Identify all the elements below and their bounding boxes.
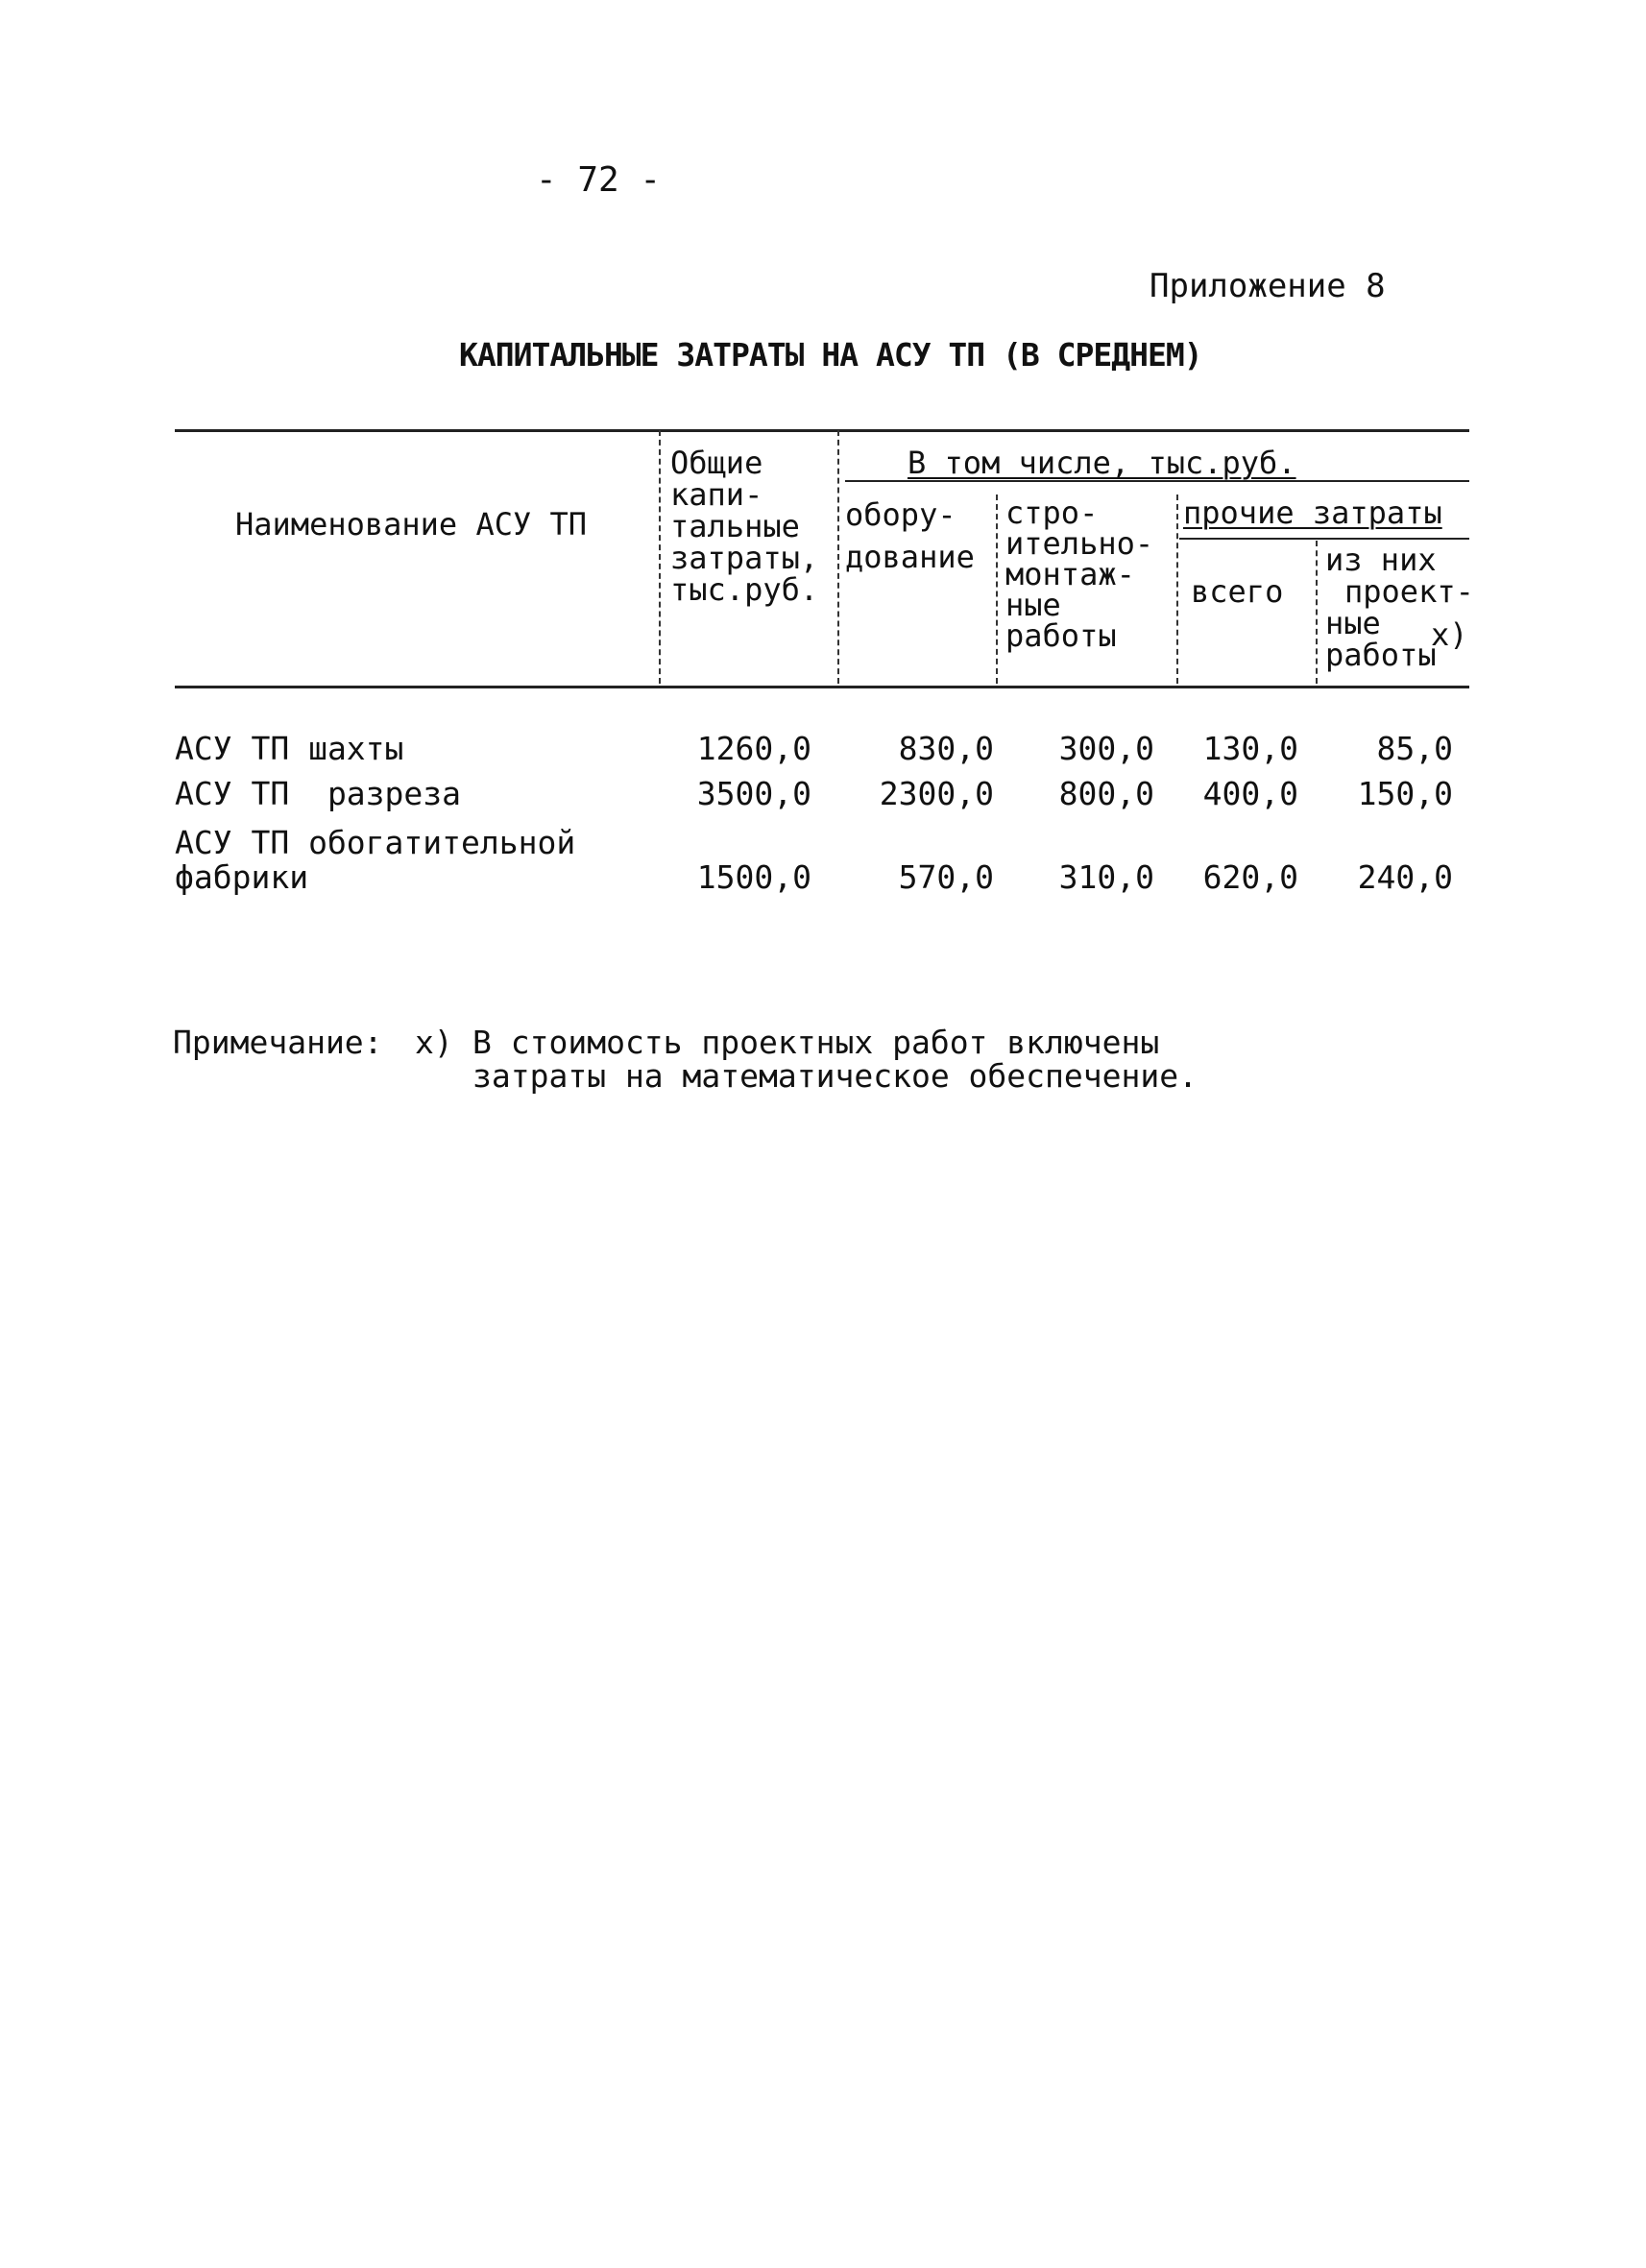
header-design-2: проект- <box>1344 573 1474 610</box>
column-separator <box>659 430 661 684</box>
row-name: АСУ ТП разреза <box>175 775 462 812</box>
row-design: 85,0 <box>1376 730 1453 767</box>
note-line-1: В стоимость проектных работ включены <box>472 1024 1160 1061</box>
table-top-rule <box>175 429 1469 432</box>
header-total-5: тыс.руб. <box>670 571 819 608</box>
row-design: 240,0 <box>1357 858 1453 896</box>
header-total-3: тальные <box>670 508 800 544</box>
header-bottom-rule <box>175 686 1469 688</box>
header-total-4: затраты, <box>670 540 819 576</box>
column-separator <box>1316 541 1318 684</box>
note-mark: x) <box>415 1024 453 1061</box>
row-equipment: 2300,0 <box>879 775 994 812</box>
page-number: - 72 - <box>536 160 662 200</box>
row-total: 1260,0 <box>696 730 811 767</box>
row-total: 1500,0 <box>696 858 811 896</box>
header-design-1: из них <box>1325 542 1437 578</box>
header-equipment-2: дование <box>845 539 975 575</box>
column-separator <box>996 495 998 684</box>
header-design-4: работы <box>1325 637 1437 673</box>
row-construction: 300,0 <box>1058 730 1154 767</box>
header-other: прочие затраты <box>1183 495 1442 531</box>
row-design: 150,0 <box>1357 775 1453 812</box>
column-separator <box>837 430 839 684</box>
row-construction: 800,0 <box>1058 775 1154 812</box>
column-separator <box>1176 495 1178 684</box>
header-design-3: ные <box>1325 605 1381 641</box>
row-other-total: 400,0 <box>1202 775 1298 812</box>
document-title: КАПИТАЛЬНЫЕ ЗАТРАТЫ НА АСУ ТП (В СРЕДНЕМ) <box>459 336 1202 374</box>
header-total-1: Общие <box>670 445 763 481</box>
row-other-total: 620,0 <box>1202 858 1298 896</box>
row-total: 3500,0 <box>696 775 811 812</box>
header-design-mark: x) <box>1431 616 1468 653</box>
header-construction-1: стро- <box>1005 495 1099 531</box>
header-construction-5: работы <box>1005 617 1117 654</box>
row-name-continued: фабрики <box>175 858 309 896</box>
header-construction-4: ные <box>1005 587 1061 623</box>
header-name: Наименование АСУ ТП <box>235 506 588 543</box>
note-line-2: затраты на математическое обеспечение. <box>472 1057 1198 1095</box>
header-total-2: капи- <box>670 476 763 513</box>
row-equipment: 570,0 <box>898 858 994 896</box>
row-name: АСУ ТП шахты <box>175 730 404 767</box>
header-other-total: всего <box>1191 573 1284 610</box>
row-name: АСУ ТП обогатительной <box>175 824 576 861</box>
header-equipment-1: обору- <box>845 496 956 533</box>
row-equipment: 830,0 <box>898 730 994 767</box>
row-construction: 310,0 <box>1058 858 1154 896</box>
header-construction-2: ительно- <box>1005 525 1154 562</box>
note-label: Примечание: <box>173 1024 383 1061</box>
header-group: В том числе, тыс.руб. <box>908 445 1296 481</box>
header-construction-3: монтаж- <box>1005 556 1135 592</box>
other-rule <box>1179 538 1469 540</box>
row-other-total: 130,0 <box>1202 730 1298 767</box>
appendix-label: Приложение 8 <box>1150 267 1386 305</box>
